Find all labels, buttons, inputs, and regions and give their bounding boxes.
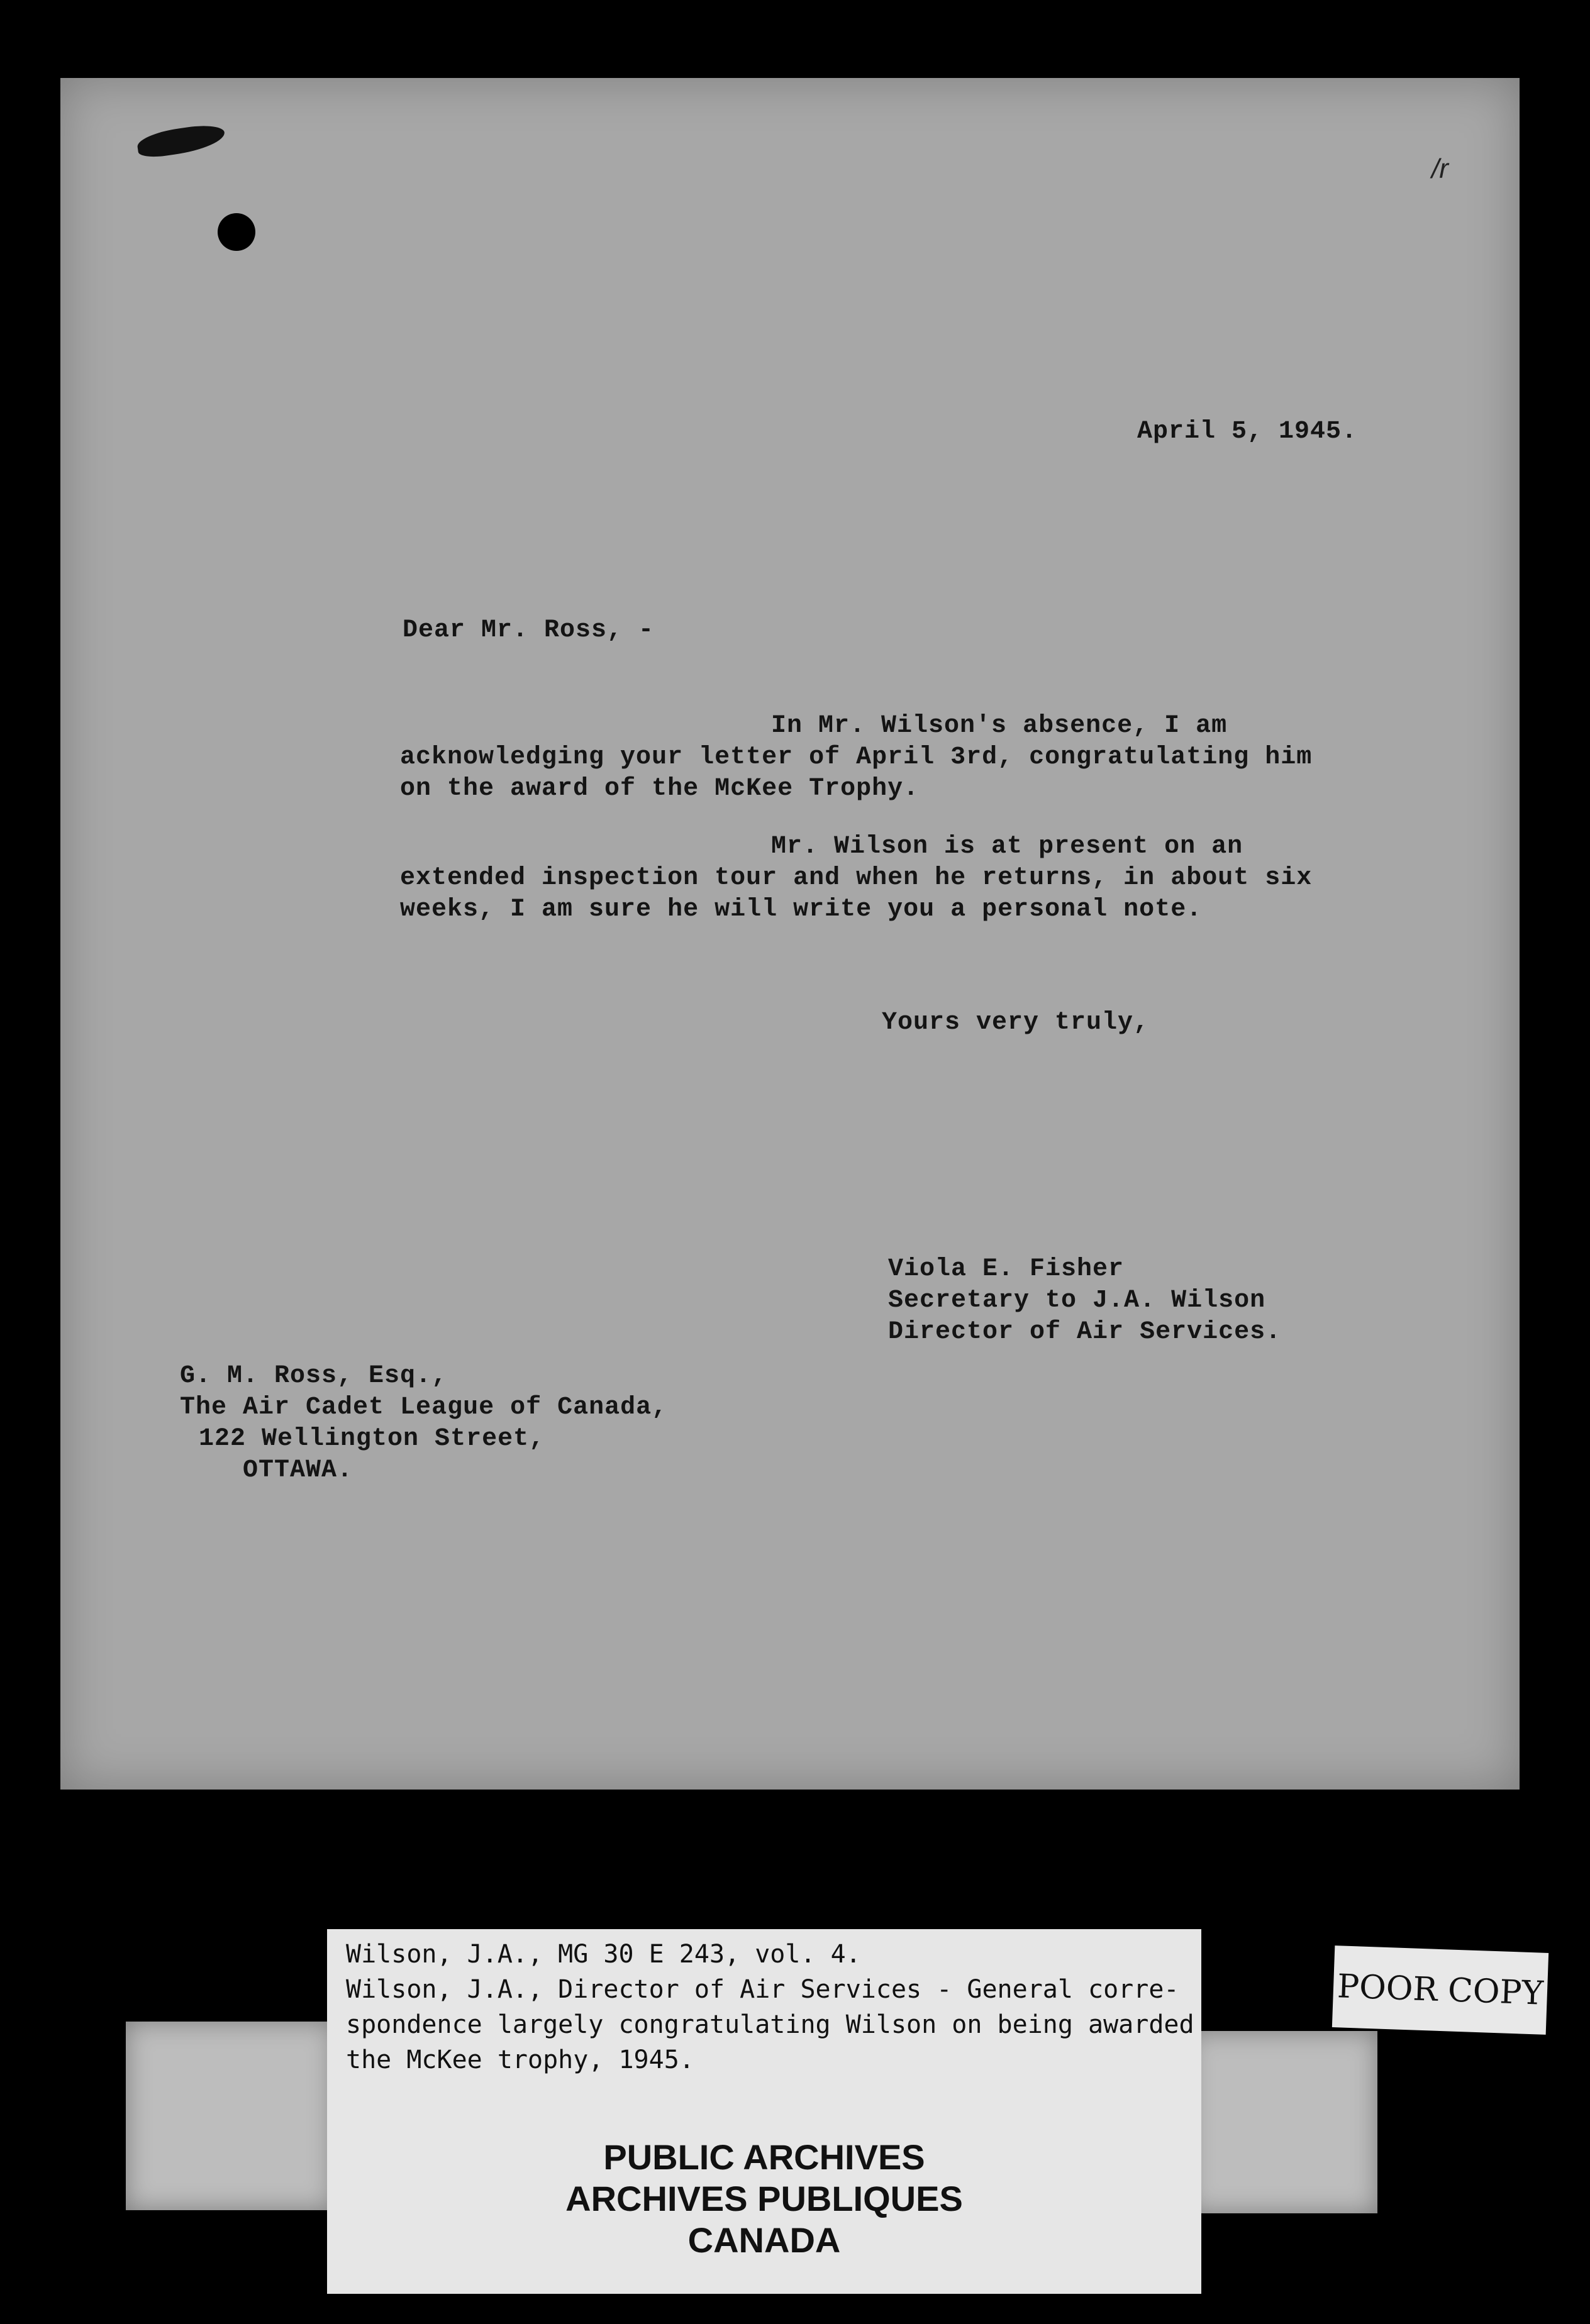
catalog-line-3: spondence largely congratulating Wilson on being awarded — [346, 2010, 1194, 2039]
signature-title-2: Director of Air Services. — [888, 1318, 1282, 1346]
archives-stamp — [327, 2137, 1201, 2261]
catalog-line-1: Wilson, J.A., MG 30 E 243, vol. 4. — [346, 1940, 861, 1969]
catalog-description — [346, 1937, 1195, 2078]
stamp-line-2: ARCHIVES PUBLIQUES — [565, 2179, 963, 2218]
paragraph-2: Mr. Wilson is at present on an extended inspection tour and when he returns, in about six weeks, I am sure he will write you a personal note. — [400, 833, 1313, 924]
punch-hole — [218, 213, 255, 251]
signature-block — [888, 1254, 1281, 1348]
catalog-line-4: the McKee trophy, 1945. — [346, 2045, 694, 2074]
letter-page — [60, 78, 1520, 1790]
folder-tab-left — [126, 2022, 333, 2210]
recipient-line-3: 122 Wellington Street, — [199, 1425, 545, 1453]
signature-name: Viola E. Fisher — [888, 1255, 1125, 1283]
signature-title-1: Secretary to J.A. Wilson — [888, 1286, 1266, 1315]
catalog-line-2: Wilson, J.A., Director of Air Services - General corre- — [346, 1975, 1179, 2004]
recipient-line-2: The Air Cadet League of Canada, — [180, 1393, 668, 1422]
stamp-line-3: CANADA — [687, 2220, 841, 2260]
page-number: /r — [1432, 153, 1448, 184]
recipient-line-4: OTTAWA. — [243, 1456, 353, 1485]
poor-copy-note: POOR COPY — [1332, 1945, 1548, 2035]
archive-catalog-card — [327, 1929, 1201, 2294]
closing: Yours very truly, — [882, 1009, 1150, 1037]
recipient-line-1: G. M. Ross, Esq., — [180, 1362, 448, 1390]
salutation: Dear Mr. Ross, - — [403, 616, 655, 645]
recipient-address — [180, 1361, 667, 1486]
ink-smudge — [136, 122, 226, 159]
letter-date: April 5, 1945. — [1137, 418, 1358, 446]
folder-tab-right — [1189, 2031, 1377, 2213]
paragraph-1: In Mr. Wilson's absence, I am acknowledging your letter of April 3rd, congratulating him on the award of the McKee Trophy. — [400, 712, 1313, 803]
stamp-line-1: PUBLIC ARCHIVES — [603, 2137, 925, 2177]
